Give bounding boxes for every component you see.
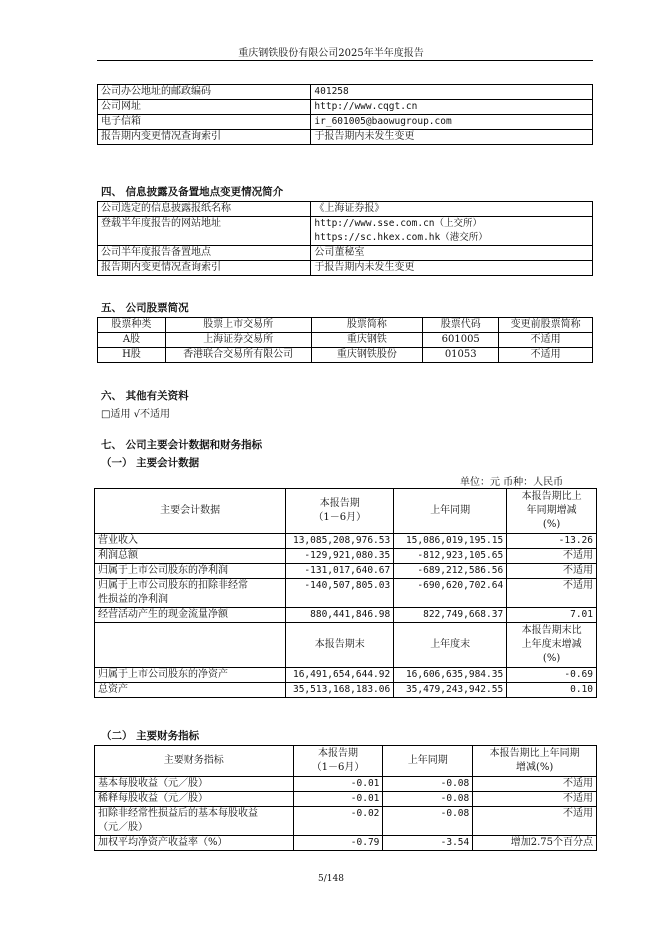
prior-value: -689,212,586.56 <box>394 564 507 579</box>
table-cell: 401258 <box>311 85 593 100</box>
change-value: 不适用 <box>507 579 597 608</box>
prior-value: 15,086,019,195.15 <box>394 534 507 549</box>
table-cell: 《上海证券报》 <box>311 202 593 217</box>
current-value: -0.01 <box>293 792 383 807</box>
column-header <box>293 746 383 777</box>
row-label: 稀释每股收益（元／股） <box>95 792 294 807</box>
table-header-row <box>95 746 597 777</box>
table-row <box>98 100 593 115</box>
label-line: 扣除非经常性损益后的基本每股收益 <box>98 808 258 819</box>
current-value: 16,491,654,644.92 <box>286 668 394 683</box>
table-cell: 不适用 <box>499 348 593 363</box>
header-line: (%) <box>542 519 561 530</box>
change-value: -13.26 <box>507 534 597 549</box>
table-row <box>98 246 593 261</box>
table-row <box>95 683 597 698</box>
table-cell: 公司办公地址的邮政编码 <box>98 85 311 100</box>
table-row <box>95 777 597 792</box>
prior-value: -690,620,702.64 <box>394 579 507 608</box>
change-value: 增加2.75个百分点 <box>473 836 597 851</box>
row-label: 经营活动产生的现金流量净额 <box>95 608 286 623</box>
column-header <box>473 746 597 777</box>
column-header: 变更前股票简称 <box>499 318 593 333</box>
page-number: 5/148 <box>318 874 344 884</box>
current-value: 13,085,208,976.53 <box>286 534 394 549</box>
prior-value: -0.08 <box>383 792 473 807</box>
applicability-option: □适用 √不适用 <box>101 409 170 420</box>
current-value: -129,921,080.35 <box>286 549 394 564</box>
header-line: （1－6月） <box>311 762 365 773</box>
table-cell: 不适用 <box>499 333 593 348</box>
current-value: -0.02 <box>293 807 383 836</box>
column-header: 主要会计数据 <box>95 489 286 534</box>
change-value: 不适用 <box>507 549 597 564</box>
column-header: 股票代码 <box>423 318 499 333</box>
current-value: -140,507,805.03 <box>286 579 394 608</box>
table-row <box>98 217 593 246</box>
column-header: 上年同期 <box>383 746 473 777</box>
table-row <box>95 608 597 623</box>
sse-website: http://www.sse.com.cn（上交所） <box>314 218 483 229</box>
label-line: （元／股） <box>98 822 148 833</box>
table-cell: 报告期内变更情况查询索引 <box>98 261 311 276</box>
column-header: 股票简称 <box>311 318 423 333</box>
header-line: 上年度末增减 <box>521 639 582 650</box>
table-cell: 重庆钢铁股份 <box>311 348 423 363</box>
financial-indicators-table <box>94 745 597 851</box>
header-line: (%) <box>542 653 561 664</box>
change-value: 不适用 <box>507 564 597 579</box>
prior-value: 16,606,635,984.35 <box>394 668 507 683</box>
table-row <box>98 348 593 363</box>
header-line: 增减(%) <box>515 762 554 773</box>
disclosure-table <box>97 201 593 276</box>
table-cell: 于报告期内未发生变更 <box>311 130 593 145</box>
header-line: （1－6月） <box>313 512 367 523</box>
table-cell: 公司网址 <box>98 100 311 115</box>
table-header-row <box>98 318 593 333</box>
header-line: 本报告期比上年同期 <box>489 748 580 759</box>
empty-header-cell <box>95 623 286 668</box>
table-row <box>95 836 597 851</box>
page-header-title: 重庆钢铁股份有限公司2025年半年度报告 <box>238 48 424 59</box>
unit-note: 单位：元 币种：人民币 <box>460 477 564 488</box>
row-label: 归属于上市公司股东的净利润 <box>95 564 286 579</box>
header-line: 本报告期比上 <box>521 491 582 502</box>
table-cell: 01053 <box>423 348 499 363</box>
table-cell: 香港联合交易所有限公司 <box>165 348 311 363</box>
section-7-title: 七、 公司主要会计数据和财务指标 <box>101 439 263 451</box>
table-cell: 601005 <box>423 333 499 348</box>
header-line: 本报告期末比 <box>521 625 582 636</box>
label-line: 归属于上市公司股东的扣除非经常 <box>98 580 248 591</box>
change-value: -0.69 <box>507 668 597 683</box>
table-row <box>98 261 593 276</box>
change-value: 不适用 <box>473 777 597 792</box>
column-header: 股票上市交易所 <box>165 318 311 333</box>
table-row <box>95 668 597 683</box>
header-line: 本报告期 <box>319 498 360 509</box>
section-5-title: 五、 公司股票简况 <box>101 302 189 314</box>
table-row <box>95 807 597 836</box>
table-cell: 上海证券交易所 <box>165 333 311 348</box>
section-4-title: 四、 信息披露及备置地点变更情况简介 <box>101 186 284 198</box>
table-row <box>98 130 593 145</box>
column-header: 上年度末 <box>394 623 507 668</box>
row-label: 归属于上市公司股东的净资产 <box>95 668 286 683</box>
header-divider <box>97 60 593 61</box>
table-row <box>98 85 593 100</box>
prior-value: -3.54 <box>383 836 473 851</box>
table-cell: 电子信箱 <box>98 115 311 130</box>
table-cell: ir_601005@baowugroup.com <box>311 115 593 130</box>
current-value: -0.01 <box>293 777 383 792</box>
header-line: 本报告期 <box>317 748 358 759</box>
row-label: 利润总额 <box>95 549 286 564</box>
current-value: 880,441,846.98 <box>286 608 394 623</box>
prior-value: -0.08 <box>383 807 473 836</box>
prior-value: -812,923,105.65 <box>394 549 507 564</box>
table-cell: H股 <box>98 348 166 363</box>
table-row <box>95 534 597 549</box>
table-cell: 登载半年度报告的网站地址 <box>98 217 311 246</box>
table-cell: A股 <box>98 333 166 348</box>
row-label: 营业收入 <box>95 534 286 549</box>
subsection-financial-indicators-title: （二） 主要财务指标 <box>101 730 200 742</box>
contact-info-table <box>97 84 593 145</box>
table-row <box>98 202 593 217</box>
table-cell: 重庆钢铁 <box>311 333 423 348</box>
table-row <box>95 564 597 579</box>
change-value: 7.01 <box>507 608 597 623</box>
prior-value: -0.08 <box>383 777 473 792</box>
prior-value: 822,749,668.37 <box>394 608 507 623</box>
table-header-row <box>95 623 597 668</box>
row-label <box>95 579 286 608</box>
current-value: -0.79 <box>293 836 383 851</box>
row-label: 总资产 <box>95 683 286 698</box>
prior-value: 35,479,243,942.55 <box>394 683 507 698</box>
subsection-accounting-data-title: （一） 主要会计数据 <box>101 457 200 469</box>
table-row <box>95 579 597 608</box>
table-header-row <box>95 489 597 534</box>
header-line: 年同期增减 <box>526 505 577 516</box>
change-value: 0.10 <box>507 683 597 698</box>
table-row <box>98 115 593 130</box>
table-cell <box>311 217 593 246</box>
table-cell: 公司董秘室 <box>311 246 593 261</box>
column-header: 上年同期 <box>394 489 507 534</box>
row-label: 加权平均净资产收益率（%） <box>95 836 294 851</box>
table-row <box>95 549 597 564</box>
column-header <box>507 489 597 534</box>
row-label: 基本每股收益（元／股） <box>95 777 294 792</box>
label-line: 性损益的净利润 <box>98 594 168 605</box>
accounting-data-table <box>94 488 597 698</box>
column-header: 股票种类 <box>98 318 166 333</box>
table-cell: 报告期内变更情况查询索引 <box>98 130 311 145</box>
row-label <box>95 807 294 836</box>
change-value: 不适用 <box>473 807 597 836</box>
column-header: 主要财务指标 <box>95 746 294 777</box>
table-cell: http://www.cqgt.cn <box>311 100 593 115</box>
current-value: 35,513,168,183.06 <box>286 683 394 698</box>
column-header: 本报告期末 <box>286 623 394 668</box>
hkex-website: https://sc.hkex.com.hk（港交所） <box>314 232 488 243</box>
table-row <box>95 792 597 807</box>
table-row <box>98 333 593 348</box>
column-header <box>507 623 597 668</box>
current-value: -131,017,640.67 <box>286 564 394 579</box>
stock-info-table <box>97 317 593 363</box>
column-header <box>286 489 394 534</box>
table-cell: 公司选定的信息披露报纸名称 <box>98 202 311 217</box>
table-cell: 公司半年度报告备置地点 <box>98 246 311 261</box>
change-value: 不适用 <box>473 792 597 807</box>
table-cell: 于报告期内未发生变更 <box>311 261 593 276</box>
section-6-title: 六、 其他有关资料 <box>101 390 189 402</box>
